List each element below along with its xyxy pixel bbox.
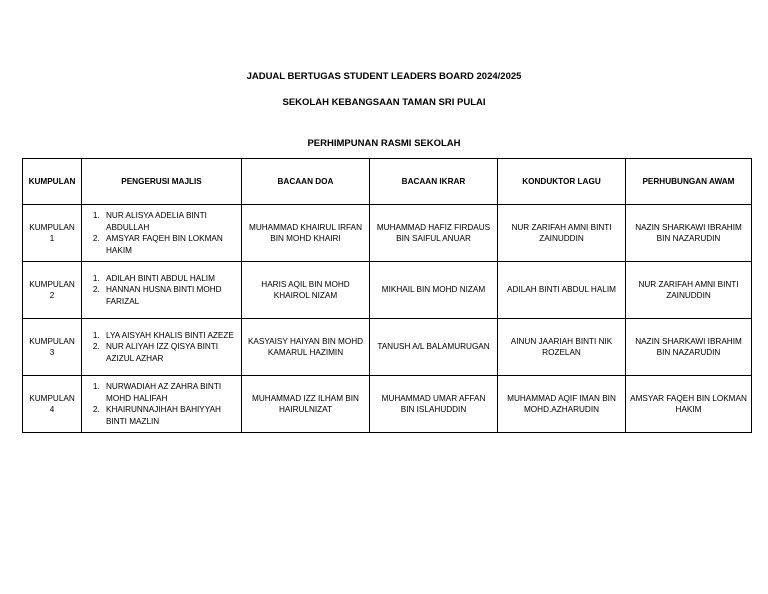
ikrar-cell: TANUSH A/L BALAMURUGAN: [370, 319, 498, 376]
ikrar-cell: MUHAMMAD HAFIZ FIRDAUS BIN SAIFUL ANUAR: [370, 205, 498, 262]
perhubungan-cell: NAZIN SHARKAWI IBRAHIM BIN NAZARUDIN: [626, 205, 752, 262]
column-header-konduktor-lagu: KONDUKTOR LAGU: [498, 159, 626, 205]
duty-roster-table: [22, 158, 752, 433]
group-cell: KUMPULAN 4: [23, 376, 82, 433]
konduktor-cell: ADILAH BINTI ABDUL HALIM: [498, 262, 626, 319]
ikrar-cell: MIKHAIL BIN MOHD NIZAM: [370, 262, 498, 319]
chair-cell: [82, 376, 242, 433]
list-item: 1. NUR ALISYA ADELIA BINTI ABDULLAH: [102, 210, 237, 233]
doa-cell: MUHAMMAD IZZ ILHAM BIN HAIRULNIZAT: [242, 376, 370, 433]
column-header-perhubungan-awam: PERHUBUNGAN AWAM: [626, 159, 752, 205]
chair-list: [84, 210, 237, 256]
column-header-bacaan-doa: BACAAN DOA: [242, 159, 370, 205]
column-header-kumpulan: KUMPULAN: [23, 159, 82, 205]
chair-list: [84, 273, 237, 308]
doa-cell: KASYAISY HAIYAN BIN MOHD KAMARUL HAZIMIN: [242, 319, 370, 376]
column-header-bacaan-ikrar: BACAAN IKRAR: [370, 159, 498, 205]
list-item: 1. NURWADIAH AZ ZAHRA BINTI MOHD HALIFAH: [102, 381, 237, 404]
group-cell: KUMPULAN 1: [23, 205, 82, 262]
chair-cell: [82, 205, 242, 262]
doa-cell: HARIS AQIL BIN MOHD KHAIROL NIZAM: [242, 262, 370, 319]
perhubungan-cell: NUR ZARIFAH AMNI BINTI ZAINUDDIN: [626, 262, 752, 319]
school-name: SEKOLAH KEBANGSAAN TAMAN SRI PULAI: [282, 97, 486, 108]
document-title: JADUAL BERTUGAS STUDENT LEADERS BOARD 2024/2025: [246, 71, 522, 82]
list-item: 2. AMSYAR FAQEH BIN LOKMAN HAKIM: [102, 233, 237, 256]
table-row: [23, 205, 752, 262]
konduktor-cell: MUHAMMAD AQIF IMAN BIN MOHD.AZHARUDIN: [498, 376, 626, 433]
list-item: 2. HANNAN HUSNA BINTI MOHD FARIZAL: [102, 284, 237, 307]
group-cell: KUMPULAN 3: [23, 319, 82, 376]
column-header-pengerusi-majlis: PENGERUSI MAJLIS: [82, 159, 242, 205]
list-item: 2. KHAIRUNNAJIHAH BAHIYYAH BINTI MAZLIN: [102, 404, 237, 427]
ikrar-cell: MUHAMMAD UMAR AFFAN BIN ISLAHUDDIN: [370, 376, 498, 433]
table-row: [23, 262, 752, 319]
list-item: 1. ADILAH BINTI ABDUL HALIM: [102, 273, 237, 285]
chair-cell: [82, 262, 242, 319]
konduktor-cell: AINUN JAARIAH BINTI NIK ROZELAN: [498, 319, 626, 376]
chair-list: [84, 381, 237, 427]
chair-list: [84, 330, 237, 365]
table-row: [23, 376, 752, 433]
konduktor-cell: NUR ZARIFAH AMNI BINTI ZAINUDDIN: [498, 205, 626, 262]
doa-cell: MUHAMMAD KHAIRUL IRFAN BIN MOHD KHAIRI: [242, 205, 370, 262]
list-item: 1. LYA AISYAH KHALIS BINTI AZEZE: [102, 330, 237, 342]
list-item: 2. NUR ALIYAH IZZ QISYA BINTI AZIZUL AZHAR: [102, 341, 237, 364]
perhubungan-cell: AMSYAR FAQEH BIN LOKMAN HAKIM: [626, 376, 752, 433]
table-row: [23, 319, 752, 376]
table-header-row: [23, 159, 752, 205]
group-cell: KUMPULAN 2: [23, 262, 82, 319]
perhubungan-cell: NAZIN SHARKAWI IBRAHIM BIN NAZARUDIN: [626, 319, 752, 376]
event-title: PERHIMPUNAN RASMI SEKOLAH: [307, 138, 461, 149]
chair-cell: [82, 319, 242, 376]
